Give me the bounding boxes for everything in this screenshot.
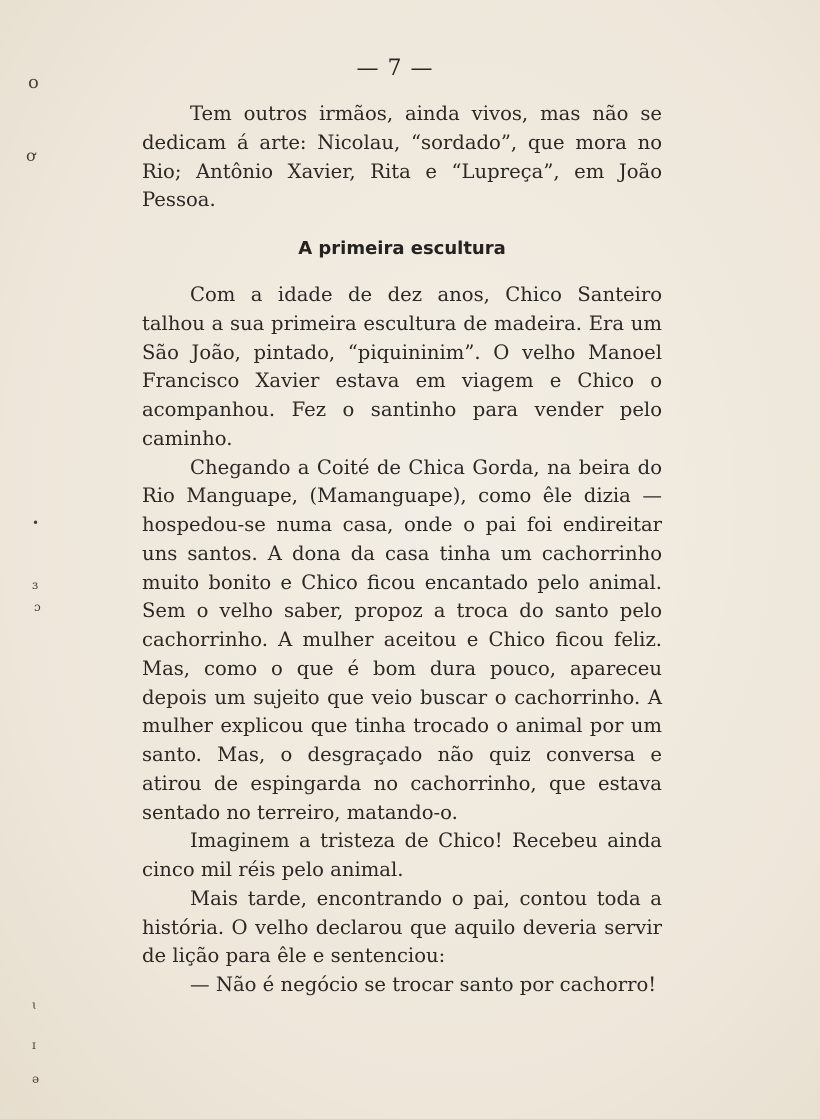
margin-mark: ɜ: [32, 578, 39, 592]
paragraph: Com a idade de dez anos, Chico Santeiro talhou a sua primeira escultura de madeira. Era um São João, pintado, “piquininim”. O velho Manoel Francisco Xavier estava em viagem e Chico o acompanhou. Fez o santinho para vender pelo caminho.: [142, 283, 662, 450]
paragraph: Mais tarde, encontrando o pai, contou toda a história. O velho declarou que aquilo deveria servir de lição para êle e sentenciou:: [142, 886, 662, 968]
margin-mark: ơ: [26, 146, 36, 165]
margin-mark: •: [32, 516, 40, 530]
margin-mark: o: [28, 72, 39, 93]
margin-mark: ɔ: [34, 600, 41, 614]
margin-mark: ə: [32, 1072, 40, 1086]
paragraph: Tem outros irmãos, ainda vivos, mas não se dedicam á arte: Nicolau, “sordado”, que mora no Rio; Antônio Xavier, Rita e “Lupreça”, em João Pessoa.: [142, 102, 662, 212]
margin-mark: ɩ: [32, 998, 37, 1012]
margin-mark: ɪ: [32, 1038, 36, 1052]
body-text: [142, 100, 662, 1000]
page-number: — 7 —: [356, 56, 434, 81]
section-heading: A primeira escultura: [298, 238, 506, 259]
paragraph: Chegando a Coité de Chica Gorda, na beira do Rio Manguape, (Mamanguape), como êle dizia — hospedou-se numa casa, onde o pai foi endireitar uns santos. A dona da casa tinha um cachorrinho muito bonito e Chico ficou encantado pelo animal. Sem o velho saber, propoz a troca do santo pelo cachorrinho. A mulher aceitou e Chico ficou feliz. Mas, como o que é bom dura pouco, apareceu depois um sujeito que veio buscar o cachorrinho. A mulher explicou que tinha trocado o animal por um santo. Mas, o desgraçado não quiz conversa e atirou de espingarda no cachorrinho, que estava sentado no terreiro, matando-o.: [142, 455, 662, 824]
paragraph: Imaginem a tristeza de Chico! Recebeu ainda cinco mil réis pelo animal.: [142, 829, 662, 881]
paragraph: — Não é negócio se trocar santo por cachorro!: [190, 973, 657, 996]
